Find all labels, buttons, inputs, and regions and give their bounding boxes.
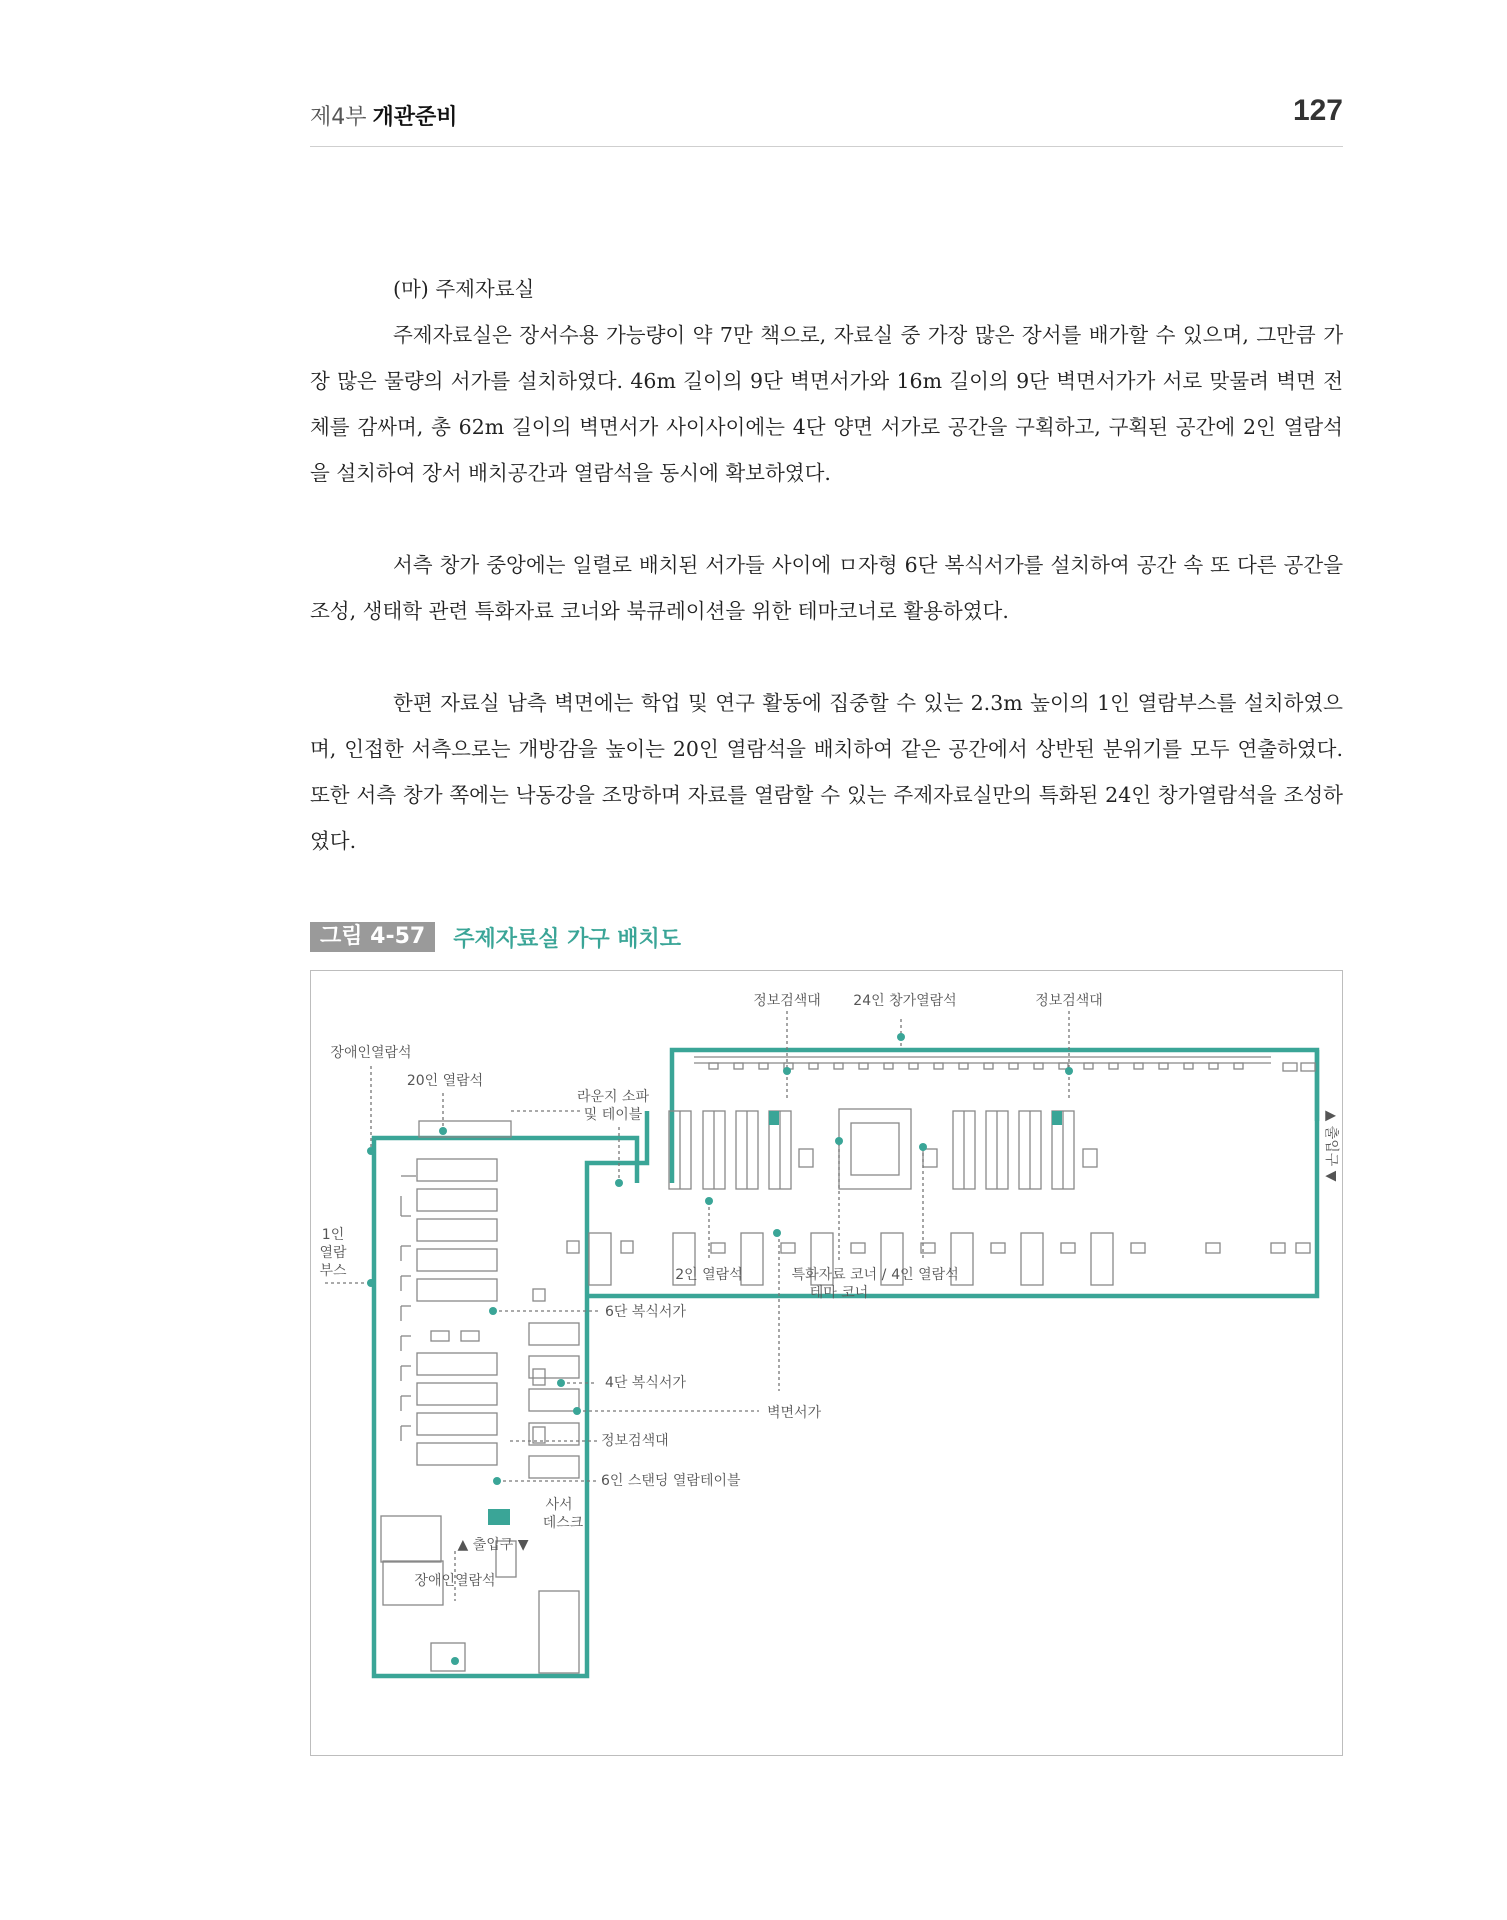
page-header [310, 94, 1343, 147]
label-shelf-6: 6단 복식서가 [605, 1304, 686, 1320]
paragraph-1: 주제자료실은 장서수용 가능량이 약 7만 책으로, 자료실 중 가장 많은 장서를 배가할 수 있으며, 그만큼 가장 많은 물량의 서가를 설치하였다. 46m 길이의 9단 벽면서가와 16m 길이의 9단 벽면서가가 서로 맞물려 벽면 전체를 감싸며, 총 62m 길이의 벽면서가 사이사이에는 4단 양면 서가로 공간을 구획하고, 구획된 공간에 2인 열람석을 설치하여 장서 배치공간과 열람석을 동시에 확보하였다. [310, 323, 1343, 485]
emphasis-markers [488, 1111, 1062, 1525]
figure-caption [310, 922, 681, 952]
label-shelf-4: 4단 복식서가 [605, 1375, 686, 1391]
label-librarian-1: 사서 [545, 1497, 573, 1513]
label-lounge-1: 라운지 소파 [576, 1089, 650, 1105]
paragraph-2: 서측 창가 중앙에는 일렬로 배치된 서가들 사이에 ㅁ자형 6단 복식서가를 설치하여 공간 속 또 다른 공간을 조성, 생태학 관련 특화자료 코너와 북큐레이션을 위한 테마코너로 활용하였다. [310, 553, 1343, 623]
paragraph-3: 한편 자료실 남측 벽면에는 학업 및 연구 활동에 집중할 수 있는 2.3m 높이의 1인 열람부스를 설치하였으며, 인접한 서측으로는 개방감을 높이는 20인 열람석을 배치하여 같은 공간에서 상반된 분위기를 모두 연출하였다. 또한 서측 창가 쪽에는 낙동강을 조망하며 자료를 열람할 수 있는 주제자료실만의 특화된 24인 창가열람석을 조성하였다. [310, 691, 1343, 853]
part-label [310, 100, 458, 131]
label-disabled-seat-bottom: 장애인열람석 [414, 1573, 496, 1589]
label-exit: ▲ 출입구 ▼ [1323, 1110, 1339, 1182]
floor-plan [310, 970, 1343, 1756]
bookshelves-middle [567, 1149, 1310, 1285]
figure-title: 주제자료실 가구 배치도 [453, 926, 682, 952]
label-lounge-2: 및 테이블 [583, 1107, 643, 1123]
label-disabled-seat-top: 장애인열람석 [330, 1045, 412, 1061]
bookshelves-west [381, 1121, 579, 1673]
label-info-search-2: 정보검색대 [1035, 993, 1103, 1009]
label-booth-3: 부스 [319, 1263, 347, 1279]
label-seat-20: 20인 열람석 [406, 1073, 484, 1089]
label-booth-1: 1인 [321, 1227, 345, 1243]
label-entrance: ▲ 출입구 ▼ [457, 1537, 529, 1553]
plan-labels [319, 992, 1340, 1589]
floor-plan-svg [311, 971, 1342, 1755]
outer-walls [374, 1050, 1317, 1676]
label-librarian-2: 데스크 [542, 1515, 584, 1531]
bookshelves-north [669, 1109, 1074, 1189]
label-seat-4: 4인 열람석 [891, 1267, 959, 1283]
page-number: 127 [1292, 94, 1343, 127]
info-desk-west [488, 1509, 510, 1525]
info-desk-north-2 [1052, 1111, 1062, 1125]
label-special-1: 특화자료 코너 / [791, 1267, 887, 1283]
subheading: (마) 주제자료실 [393, 277, 535, 301]
label-info-search-1: 정보검색대 [753, 993, 821, 1009]
figure-number: 그림 4-57 [310, 922, 435, 952]
label-special-2: 테마 코너 [809, 1285, 869, 1301]
callout-lines [325, 1011, 1069, 1601]
body-text [310, 266, 1343, 910]
label-booth-2: 열람 [319, 1245, 347, 1261]
label-info-search-3: 정보검색대 [601, 1433, 669, 1449]
label-wall-shelf: 벽면서가 [767, 1405, 822, 1421]
info-desk-north-1 [769, 1111, 779, 1125]
part-title: 개관준비 [372, 105, 458, 130]
label-standing-6: 6인 스탠딩 열람테이블 [601, 1473, 741, 1489]
callout-dots [367, 1033, 1073, 1665]
part-number: 제4부 [310, 105, 367, 130]
label-seat-2: 2인 열람석 [675, 1267, 743, 1283]
label-window-24: 24인 창가열람석 [853, 993, 957, 1009]
